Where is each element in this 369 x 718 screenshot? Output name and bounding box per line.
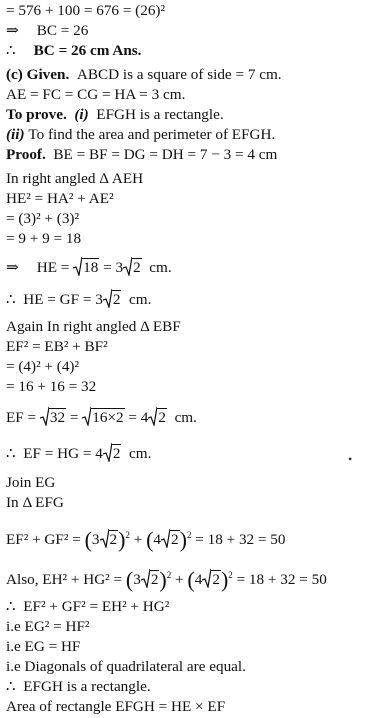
implies-symbol: ⇒: [6, 22, 19, 39]
exponent: 2: [186, 530, 192, 540]
line-eighteen: = 9 + 9 = 18: [6, 230, 82, 247]
radical-sign-icon: [123, 256, 132, 276]
radical-sign-icon: [73, 256, 82, 276]
part-i-text: EFGH is a rectangle.: [96, 106, 224, 123]
radicand: 2: [109, 531, 118, 548]
radical-sign-icon: [103, 288, 112, 308]
coef-three: 3: [133, 571, 141, 588]
proof-text: BE = BF = DG = DH = 7 − 3 = 4 cm: [53, 146, 278, 163]
radical-sign-icon: [103, 442, 112, 462]
sqrt-2: [103, 442, 122, 463]
radicand: 2: [133, 259, 141, 276]
radicand: 2: [112, 291, 121, 308]
therefore-symbol: ∴: [6, 598, 16, 615]
radical-sign-icon: [141, 568, 150, 588]
ef-gf-sum-label: EF² + GF² =: [6, 531, 81, 548]
equals: =: [69, 409, 79, 426]
ef-equals: EF =: [6, 409, 37, 426]
radical-sign-icon: [40, 406, 49, 426]
line-ef-hg: [6, 442, 151, 463]
bc-value: BC = 26: [36, 22, 89, 39]
sqrt-16x2: [82, 406, 124, 427]
line-bc-answer: [6, 42, 141, 60]
ef-hg-equals: EF = HG = 4: [23, 445, 103, 462]
line-ef-squared: EF² = EB² + BF²: [6, 338, 108, 355]
line-thirty-two: = 16 + 16 = 32: [6, 378, 97, 395]
he-gf-equals: HE = GF = 3: [23, 291, 103, 308]
plus: +: [175, 571, 184, 588]
radical-sign-icon: [82, 406, 91, 426]
coef-three: 3: [91, 531, 100, 548]
plus: +: [133, 531, 143, 548]
therefore-symbol: ∴: [6, 678, 16, 695]
proof-label: Proof.: [6, 146, 46, 163]
part-i-label: (i): [74, 106, 89, 123]
radical-sign-icon: [202, 568, 211, 588]
line-part-ii: [6, 126, 275, 144]
line-ef-root: [6, 406, 197, 427]
line-three-squares: = (3)² + (3)²: [6, 210, 80, 227]
radicand: 2: [158, 409, 166, 426]
part-ii-label: (ii): [6, 126, 25, 143]
line-join-eg: Join EG: [6, 474, 56, 491]
radicand: 16×2: [92, 409, 124, 426]
rectangle-conclusion-text: EFGH is a rectangle.: [23, 678, 151, 695]
unit: cm.: [129, 445, 152, 462]
bc-answer: BC = 26 cm Ans.: [33, 42, 142, 59]
line-he-squared: HE² = HA² + AE²: [6, 190, 114, 207]
therefore-symbol: ∴: [6, 42, 16, 59]
given-text: ABCD is a square of side = 7 cm.: [76, 66, 282, 83]
equals-four: = 4: [128, 409, 149, 426]
coef-four: 4: [153, 531, 162, 548]
line-diagonals-equal: i.e Diagonals of quadrilateral are equal.: [6, 658, 246, 675]
sqrt-2: [161, 528, 180, 549]
line-bc-26: [6, 22, 88, 40]
line-area-formula: Area of rectangle EFGH = HE × EF: [6, 698, 226, 715]
unit: cm.: [149, 259, 172, 276]
stray-dot-mark: •: [348, 452, 353, 466]
line-triangle-ebf: Again In right angled Δ EBF: [6, 318, 181, 335]
line-to-prove: [6, 106, 224, 124]
implies-symbol: ⇒: [6, 259, 19, 276]
exponent: 2: [228, 570, 233, 580]
given-label: (c) Given.: [6, 66, 70, 83]
line-he-root: [6, 256, 172, 277]
unit: cm.: [174, 409, 197, 426]
line-eh-hg-sum: Also, EH² + HG² = (3 2)$^2$ + (4 2)$^2$ = 18 + 32 = 50: [6, 567, 327, 592]
sum-result: = 18 + 32 = 50: [195, 531, 286, 548]
radicand: 2: [150, 571, 159, 588]
radical-sign-icon: [100, 528, 109, 548]
coef-four: 4: [194, 571, 203, 588]
sqrt-2: [141, 568, 160, 589]
radicand: 2: [112, 445, 121, 462]
exponent: 2: [166, 570, 172, 580]
sqrt-2: [103, 288, 122, 309]
sqrt-2: [100, 528, 119, 549]
unit: cm.: [129, 291, 152, 308]
radicand: 18: [83, 259, 99, 276]
therefore-symbol: ∴: [6, 291, 16, 308]
equals-three: = 3: [103, 259, 124, 276]
sqrt-2: [202, 568, 221, 589]
sum-result: = 18 + 32 = 50: [236, 571, 327, 588]
to-prove-label: To prove.: [6, 106, 67, 123]
exponent: 2: [125, 530, 130, 540]
line-ef-gf-sum: EF² + GF² = (3 2)$^2$ + (4 2)$^2$ = 18 + 32 = 50: [6, 527, 286, 552]
radicand: 32: [49, 409, 66, 426]
line-proof: [6, 146, 277, 164]
sqrt-18: [73, 256, 99, 277]
sqrt-2: [148, 406, 167, 427]
line-triangle-aeh: In right angled Δ AEH: [6, 170, 144, 187]
radicand: 2: [171, 531, 179, 548]
line-eg-hf: i.e EG = HF: [6, 638, 81, 655]
radical-sign-icon: [161, 528, 170, 548]
part-ii-text: To find the area and perimeter of EFGH.: [28, 126, 276, 143]
eh-hg-sum-label: Also, EH² + HG² =: [6, 571, 123, 588]
line-given-lengths: AE = FC = CG = HA = 3 cm.: [6, 86, 186, 103]
line-triangle-efg: In Δ EFG: [6, 494, 64, 511]
sqrt-2: [123, 256, 142, 277]
line-rectangle-conclusion: [6, 678, 151, 696]
line-given: [6, 66, 282, 84]
line-eg-hf-squared: i.e EG² = HF²: [6, 618, 90, 635]
he-equals: HE =: [36, 259, 70, 276]
therefore-symbol: ∴: [6, 445, 16, 462]
line-sums-equal: [6, 598, 169, 616]
line-four-squares: = (4)² + (4)²: [6, 358, 80, 375]
line-equation-bc-squared: = 576 + 100 = 676 = (26)²: [6, 2, 166, 19]
radicand: 2: [212, 571, 220, 588]
sums-equal-text: EF² + GF² = EH² + HG²: [23, 598, 170, 615]
line-he-gf: [6, 288, 151, 309]
sqrt-32: [40, 406, 66, 427]
